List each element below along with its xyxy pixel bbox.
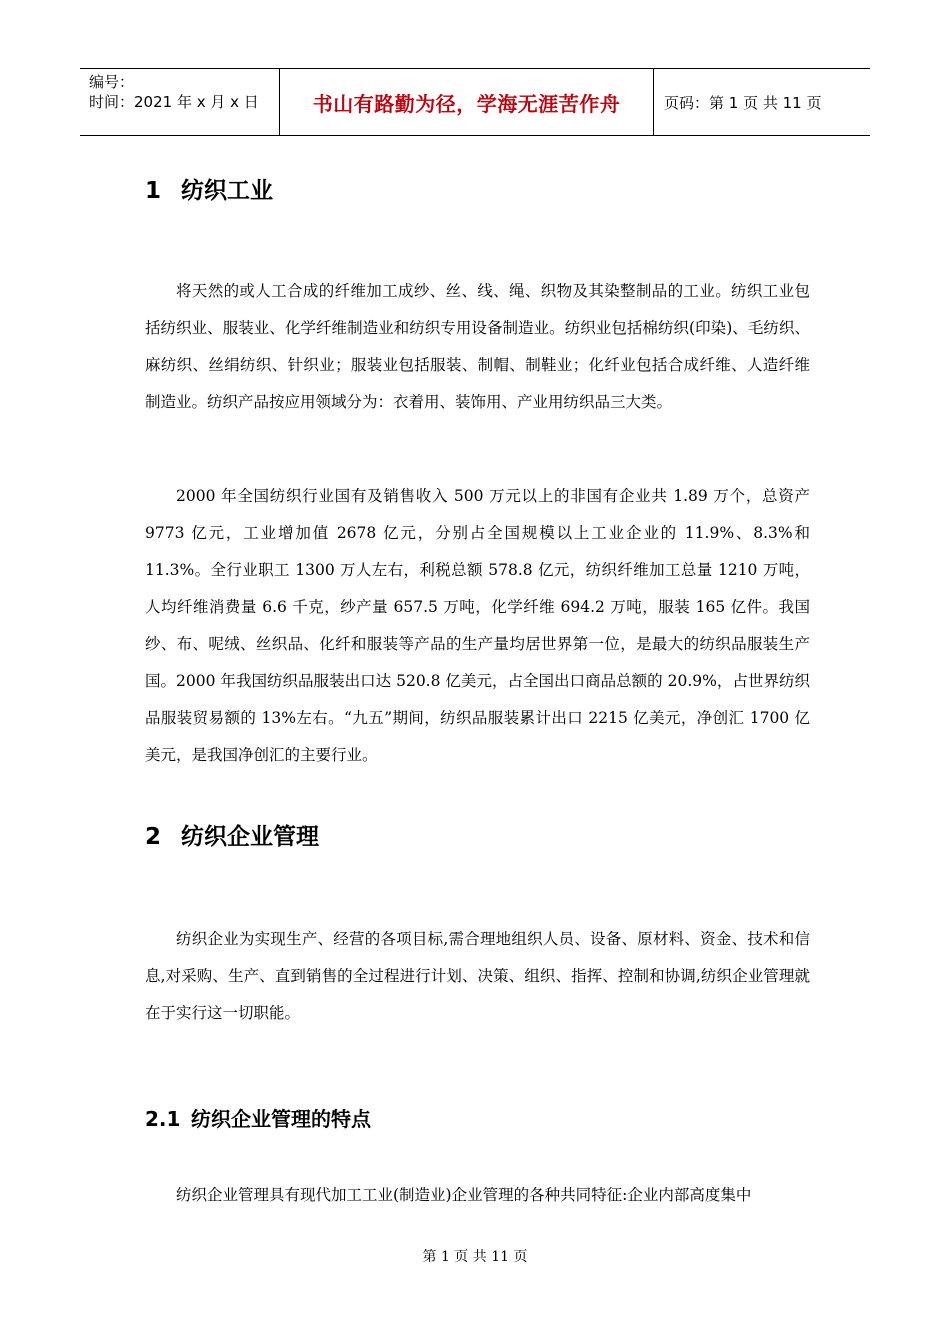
section-1-paragraph-2: 2000 年全国纺织行业国有及销售收入 500 万元以上的非国有企业共 1.89 万个，总资产 9773 亿元，工业增加值 2678 亿元，分别占全国规模以上工业企业的 11.9%、8.3%和 11.3%。全行业职工 1300 万人左右，利税总额 578.8 亿元，纺织纤维加工总量 1210 万吨，人均纤维消费量 6.6 千克，纱产量 657.5 万吨，化学纤维 694.2 万吨，服装 165 亿件。我国纱、布、呢绒、丝织品、化纤和服装等产品的生产量均居世界第一位，是最大的纺织品服装生产国。2000 年我国纺织品服装出口达 520.8 亿美元，占全国出口商品总额的 20.9%，占世界纺织品服装贸易额的 13%左右。“九五”期间，纺织品服装累计出口 2215 亿美元，净创汇 1700 亿美元，是我国净创汇的主要行业。 bbox=[145, 487, 810, 764]
header-page-code: 页码：第 1 页 共 11 页 bbox=[664, 93, 822, 112]
section-number: 1 bbox=[145, 178, 162, 204]
page-footer: 第 1 页 共 11 页 bbox=[422, 1249, 528, 1265]
section-2-1-heading bbox=[145, 1103, 371, 1132]
header-table bbox=[80, 68, 870, 136]
section-2-1-paragraph-1: 纺织企业管理具有现代加工工业(制造业)企业管理的各种共同特征:企业内部高度集中 bbox=[176, 1186, 752, 1204]
header-meta-cell bbox=[80, 69, 280, 135]
header-motto: 书山有路勤为径，学海无涯苦作舟 bbox=[280, 69, 654, 135]
time-label: 时间：2021 年 x 月 x 日 bbox=[89, 93, 259, 111]
section-number: 2 bbox=[145, 824, 162, 850]
section-title: 纺织工业 bbox=[181, 178, 273, 204]
section-2-heading bbox=[145, 818, 319, 851]
section-2-paragraph-1: 纺织企业为实现生产、经营的各项目标,需合理地组织人员、设备、原材料、资金、技术和信息,对采购、生产、直到销售的全过程进行计划、决策、组织、指挥、控制和协调,纺织企业管理就在于实行这一切职能。 bbox=[145, 930, 810, 1022]
section-1-heading bbox=[145, 172, 273, 205]
number-label: 编号： bbox=[89, 73, 135, 91]
section-title: 纺织企业管理 bbox=[181, 824, 319, 850]
section-number: 2.1 bbox=[145, 1107, 181, 1131]
section-title: 纺织企业管理的特点 bbox=[191, 1107, 371, 1131]
section-1-paragraph-1: 将天然的或人工合成的纤维加工成纱、丝、线、绳、织物及其染整制品的工业。纺织工业包括纺织业、服装业、化学纤维制造业和纺织专用设备制造业。纺织业包括棉纺织(印染)、毛纺织、麻纺织、丝绢纺织、针织业；服装业包括服装、制帽、制鞋业；化纤业包括合成纤维、人造纤维制造业。纺织产品按应用领域分为：衣着用、装饰用、产业用纺织品三大类。 bbox=[145, 282, 810, 411]
